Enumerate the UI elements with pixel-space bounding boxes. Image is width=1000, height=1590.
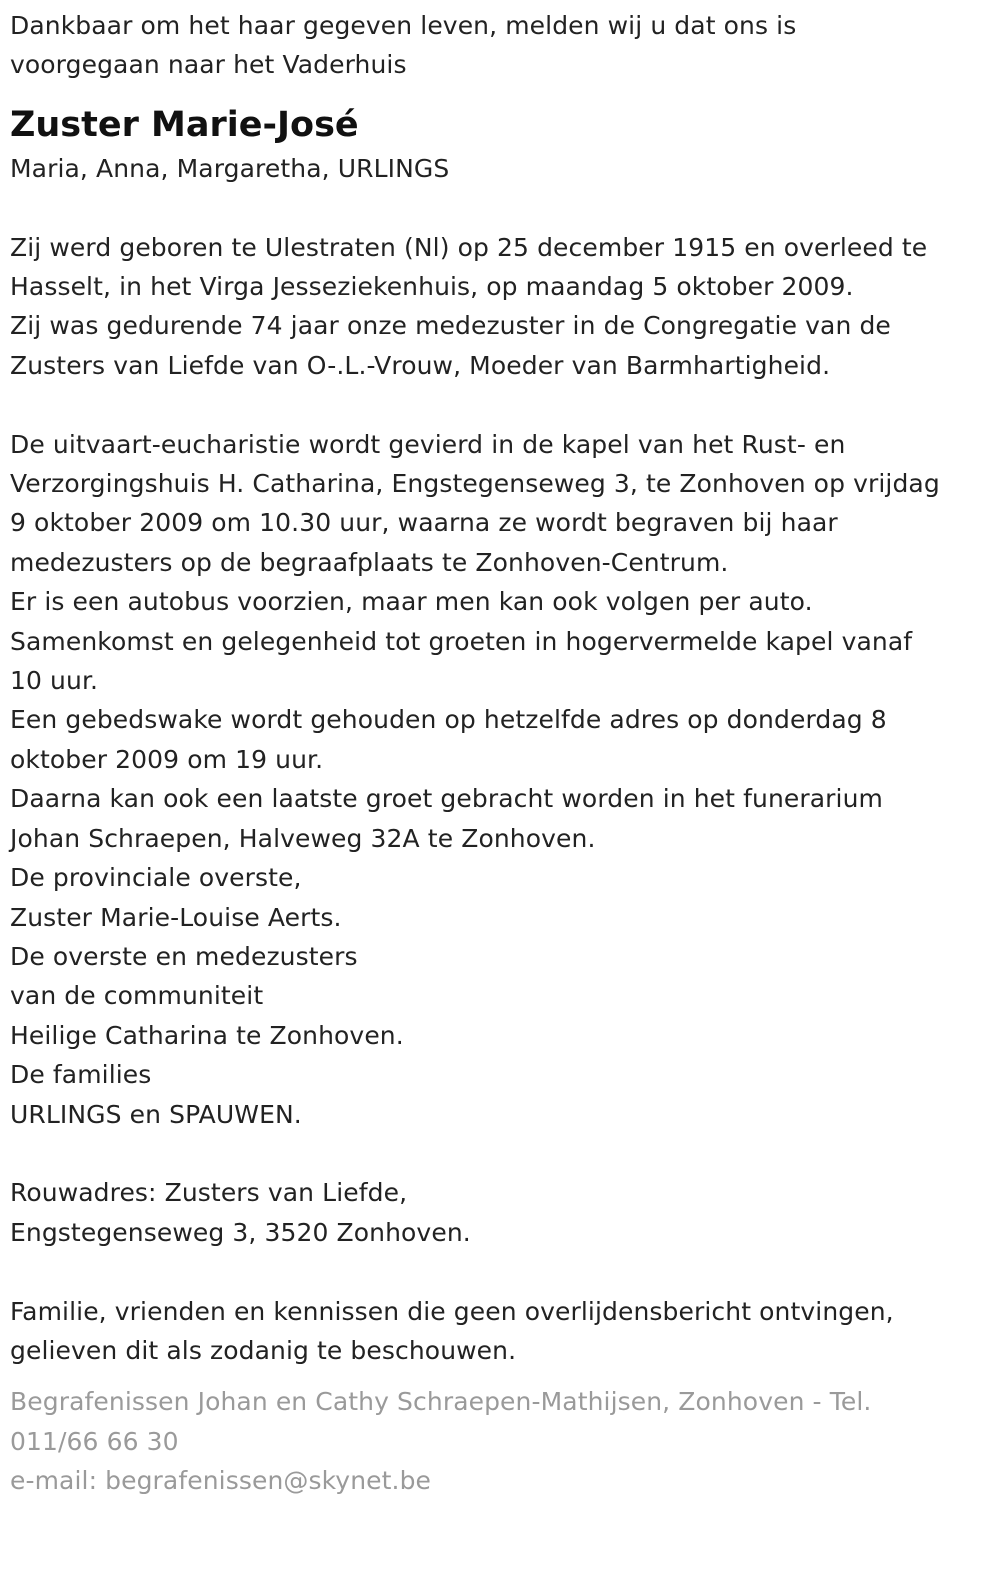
funeral-line: oktober 2009 om 19 uur. [10, 744, 324, 774]
intro-line: Dankbaar om het haar gegeven leven, melden wij u dat ons is [10, 11, 797, 40]
footer-phone: 011/66 66 30 [10, 1426, 179, 1456]
funeral-line: 9 oktober 2009 om 10.30 uur, waarna ze wordt begraven bij haar [10, 508, 838, 538]
funeral-line: Verzorgingshuis H. Catharina, Engstegenseweg 3, te Zonhoven op vrijdag [10, 469, 940, 499]
bio-line: Zusters van Liefde van O-.L.-Vrouw, Moeder van Barmhartigheid. [10, 350, 831, 380]
footer-email: e-mail: begrafenissen@skynet.be [10, 1466, 432, 1496]
funeral-line: URLINGS en SPAUWEN. [10, 1099, 302, 1129]
notice-paragraph [10, 1292, 985, 1371]
deceased-name: Zuster Marie-José [10, 104, 359, 145]
funeral-line: Heilige Catharina te Zonhoven. [10, 1020, 404, 1050]
mourning-address [10, 1173, 985, 1252]
funeral-line: De overste en medezusters [10, 941, 358, 971]
funeral-home-footer [10, 1382, 985, 1500]
funeral-line: De families [10, 1060, 152, 1090]
notice-line: Familie, vrienden en kennissen die geen overlijdensbericht ontvingen, [10, 1296, 894, 1326]
spacer [10, 188, 985, 227]
spacer [10, 385, 985, 424]
bio-line: Zij werd geboren te Ulestraten (Nl) op 25 december 1915 en overleed te [10, 232, 928, 262]
notice-line: gelieven dit als zodanig te beschouwen. [10, 1335, 517, 1365]
funeral-line: Daarna kan ook een laatste groet gebracht worden in het funerarium [10, 784, 884, 814]
funeral-line: De provinciale overste, [10, 863, 302, 893]
address-line: Rouwadres: Zusters van Liefde, [10, 1178, 408, 1208]
obituary-document [10, 6, 985, 1501]
funeral-line: Zuster Marie-Louise Aerts. [10, 902, 342, 932]
funeral-line: medezusters op de begraafplaats te Zonhoven-Centrum. [10, 547, 729, 577]
funeral-line: Samenkomst en gelegenheid tot groeten in hogervermelde kapel vanaf [10, 626, 913, 656]
funeral-line: Een gebedswake wordt gehouden op hetzelfde adres op donderdag 8 [10, 705, 887, 735]
funeral-line: Er is een autobus voorzien, maar men kan ook volgen per auto. [10, 587, 813, 617]
intro-line: voorgegaan naar het Vaderhuis [10, 50, 407, 80]
spacer [10, 1252, 985, 1291]
spacer [10, 1134, 985, 1173]
bio-line: Hasselt, in het Virga Jesseziekenhuis, op maandag 5 oktober 2009. [10, 272, 854, 302]
funeral-details [10, 425, 985, 1134]
footer-line: Begrafenissen Johan en Cathy Schraepen-Mathijsen, Zonhoven - Tel. [10, 1387, 872, 1417]
funeral-line: van de communiteit [10, 981, 264, 1011]
funeral-line: De uitvaart-eucharistie wordt gevierd in de kapel van het Rust- en [10, 429, 846, 459]
deceased-full-name: Maria, Anna, Margaretha, URLINGS [10, 153, 450, 183]
funeral-line: Johan Schraepen, Halveweg 32A te Zonhoven. [10, 823, 596, 853]
intro-text [10, 6, 985, 85]
bio-line: Zij was gedurende 74 jaar onze medezuster in de Congregatie van de [10, 311, 891, 341]
biography-paragraph [10, 228, 985, 386]
funeral-line: 10 uur. [10, 666, 99, 696]
address-line: Engstegenseweg 3, 3520 Zonhoven. [10, 1217, 471, 1247]
